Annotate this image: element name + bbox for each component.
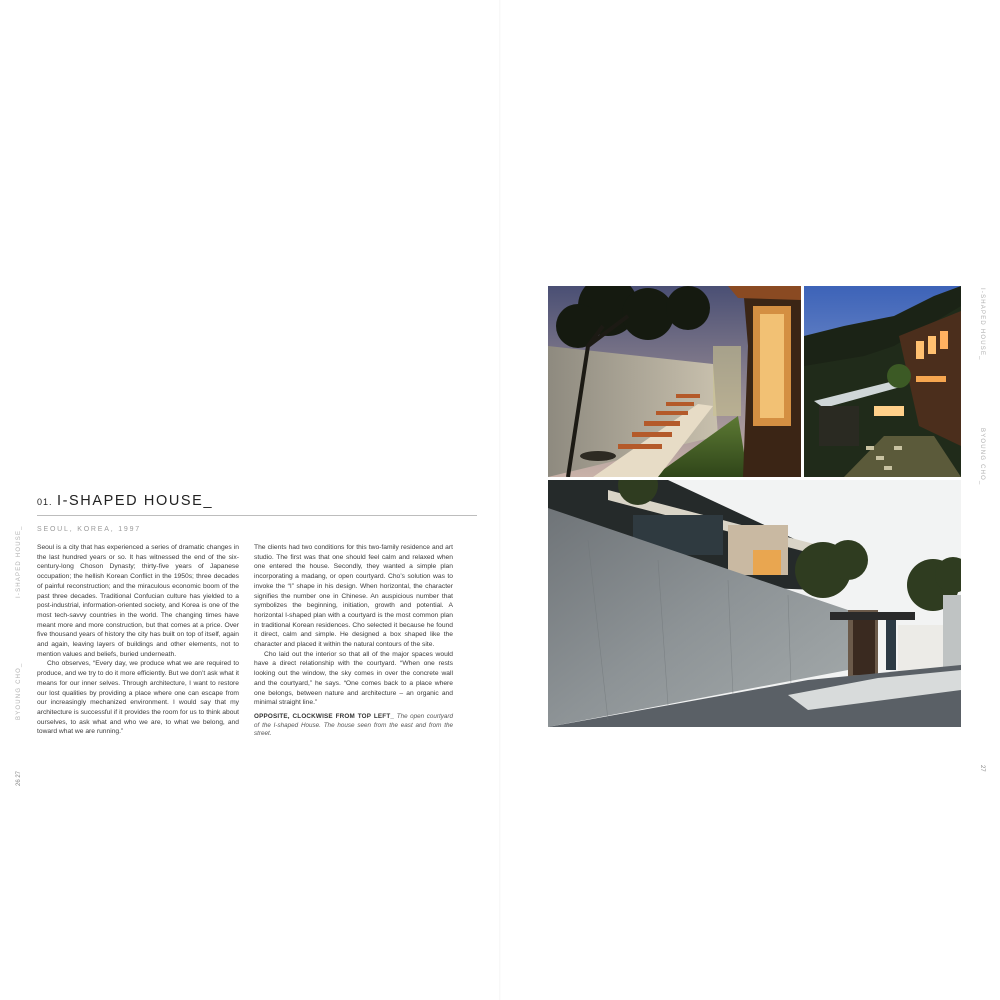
- caption-text: The open courtyard of the I-shaped House. The house seen from the east and from the street.: [254, 712, 454, 738]
- page-number-left: 26 27: [16, 770, 22, 786]
- running-head-author-left: BYOUNG CHO_: [16, 662, 22, 720]
- caption-lead: OPPOSITE, CLOCKWISE FROM TOP LEFT_: [254, 712, 395, 720]
- running-head-project-right: I-SHAPED HOUSE_: [979, 288, 985, 361]
- photo-caption: [254, 713, 453, 739]
- running-head-project-left: I-SHAPED HOUSE_: [16, 525, 22, 598]
- title-divider: [37, 515, 477, 516]
- body-paragraph: The clients had two conditions for this two-family residence and art studio. The first was that one should feel calm and relaxed when one entered the house. Secondly, they wanted a simple plan incorporating a madang, or open courtyard. Cho’s solution was to invoke the “I” shape in his design. When horizontal, the character signifies the number one in Chinese. An auspicious number that symbolizes the beginning, initiation, growth and potential. A horizontal I-shaped plan with a courtyard is the most common plan in traditional Korean residences. Cho selected it because he found it direct, calm and simple. He designed a box shaped like the character and placed it within the natural contours of the site.: [254, 544, 453, 649]
- photo-house-east-illustration: [804, 286, 961, 477]
- body-paragraph: Cho observes, “Every day, we produce what we are required to produce, and we try to do it more efficiently. But we don’t ask what it means for our inner selves. Through architecture, I want to restore our lost qualities by providing a place where one can escape from our increasingly mechanized environment. I would say that my architecture is successful if it provides the room for us to think about ourselves, to ask what and who we are, to what we belong, and toward what we are running.”: [37, 660, 239, 736]
- photo-street-view-illustration: [548, 480, 961, 727]
- article-title: I-SHAPED HOUSE_: [56, 493, 214, 509]
- photo-courtyard: [548, 286, 801, 477]
- photo-street-view: [548, 480, 961, 727]
- article-header: [37, 492, 477, 533]
- photo-house-east: [804, 286, 961, 477]
- article-title-line: [37, 492, 477, 510]
- body-paragraph: Cho laid out the interior so that all of the major spaces would have a direct relationship with the courtyard. “When one rests looking out the window, the sky comes in over the concrete wall and the courtyard,” he says. “One comes back to a place where one belongs, between nature and architecture – an organic and minimal straight line.”: [254, 650, 453, 707]
- page-number-right: 27: [979, 765, 985, 772]
- body-paragraph: Seoul is a city that has experienced a series of dramatic changes in the last hundred years or so. It has witnessed the end of the six-century-long Choson Dynasty; thirty-five years of Japanese occupation; the hellish Korean Conflict in the 1950s; three decades of painful reconstruction; and the miraculous economic boom of the past three decades. Traditional Confucian culture has yielded to a post-industrial, information-oriented society, and Korea is one of the most tech-savvy countries in the world. The changing times have meant more and more construction, but that comes at a price. Over five thousand years of history the city has built on top of itself, again and again, leaving layers of buildings and other elements, not to mention values and beliefs, buried underneath.: [37, 544, 239, 658]
- running-head-author-right: BYOUNG CHO_: [979, 428, 985, 486]
- body-column-left: [37, 543, 239, 737]
- gutter-shadow: [499, 0, 501, 1000]
- article-number: 01.: [37, 497, 53, 507]
- body-column-right: [254, 543, 453, 739]
- photo-courtyard-illustration: [548, 286, 801, 477]
- article-location: SEOUL, KOREA, 1997: [37, 526, 141, 533]
